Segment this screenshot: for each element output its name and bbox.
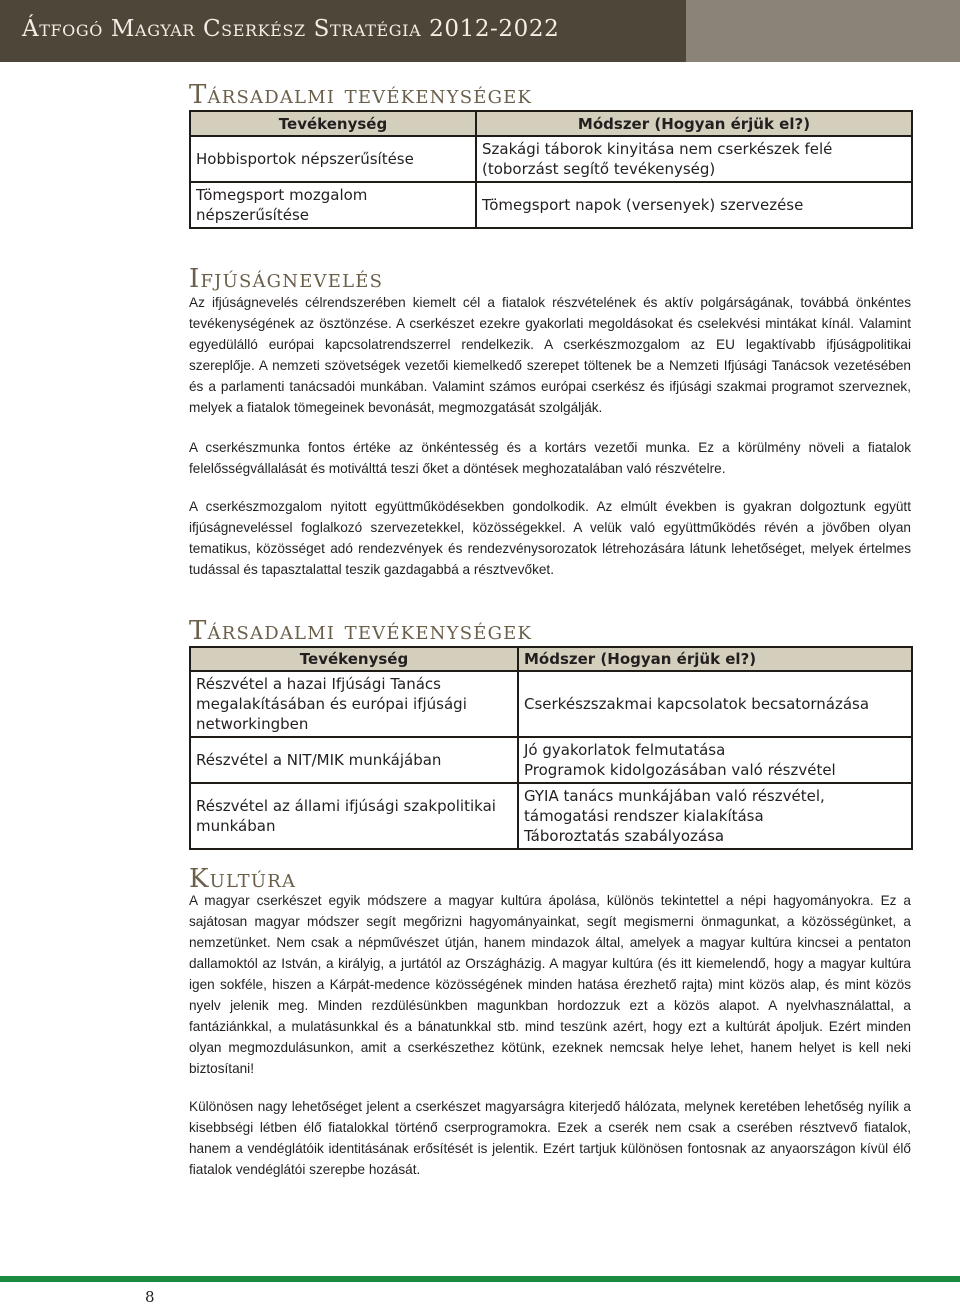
table-row — [190, 671, 912, 737]
activity-cell: Részvétel a NIT/MIK munkájában — [190, 737, 518, 783]
activity-cell: Részvétel az állami ifjúsági szakpolitikai munkában — [190, 783, 518, 849]
section-title-youth-education: Ifjúságnevelés — [189, 264, 384, 294]
column-header-method: Módszer (Hogyan érjük el?) — [518, 647, 912, 671]
section-title-culture: Kultúra — [189, 864, 297, 894]
activity-cell: Részvétel a hazai Ifjúsági Tanács megalakításában és európai ifjúsági networkingben — [190, 671, 518, 737]
table-row — [190, 136, 912, 182]
method-line: Cserkészszakmai kapcsolatok becsatornázása — [524, 695, 870, 713]
paragraph: Az ifjúságnevelés célrendszerében kiemelt cél a fiatalok részvételének és aktív polgárságának, továbbá önkéntes tevékenységének az ösztönzése. A cserkészet ezekre gyakorlati megoldásokat és cselekvési mintákat kínál. Valamint egyedülálló európai kapcsolatrendszerrel rendelkezik. A cserkészmozgalom az EU legaktívabb ifjúságpolitikai szereplője. A nemzeti szövetségek vezetői kiemelkedő szerepet töltenek be a Nemzeti Ifjúsági Tanácsok vezetésében és a parlamenti tanácsadói munkában. Valamint számos európai cserkész és ifjúsági szakmai programot szerveznek, melyek a fiatalok tömegeinek bevonását, megmozgatását szolgálják. — [189, 295, 911, 415]
table-row — [190, 737, 912, 783]
method-line: GYIA tanács munkájában való részvétel, támogatási rendszer kialakítása — [524, 787, 825, 825]
paragraph: A cserkészmozgalom nyitott együttműködésekben gondolkodik. Az elmúlt években is gyakran dolgoztunk együtt ifjúságneveléssel foglalkozó szervezetekkel, közösségekkel. A velük való együttműködés révén a jövőben olyan tematikus, közösséget adó rendezvények és rendezvénysorozatok létrehozására látunk lehetőséget, melyek értelmes tudással és tapasztalattal teszik gazdagabbá a résztvevőket. — [189, 499, 911, 577]
table-row — [190, 783, 912, 849]
column-header-activity: Tevékenység — [190, 111, 476, 136]
method-cell — [518, 737, 912, 783]
header-accent-block — [686, 0, 960, 62]
activity-cell: Hobbisportok népszerűsítése — [190, 136, 476, 182]
document-title: Átfogó Magyar Cserkész Stratégia 2012-2022 — [22, 16, 560, 42]
section-title-social-activities-2: Társadalmi tevékenységek — [189, 616, 533, 646]
table-header-row — [190, 111, 912, 136]
activity-cell: Tömegsport mozgalom népszerűsítése — [190, 182, 476, 228]
column-header-activity: Tevékenység — [190, 647, 518, 671]
method-cell — [518, 783, 912, 849]
paragraph: Különösen nagy lehetőséget jelent a cserkészet magyarságra kiterjedő hálózata, melynek keretében lehetőség nyílik a kisebbségi létben élő fiatalokkal történő cserprogramokra. Ezek a cserék nem csak a cserében résztvevő fiatalok, hanem a vendéglátóik identitásának erősítését is jelentik. Ezért tartjuk különösen fontosnak az anyaországon kívül élő fiatalok vendéglátói szerepbe hozását. — [189, 1099, 911, 1177]
column-header-method: Módszer (Hogyan érjük el?) — [476, 111, 912, 136]
method-line: Programok kidolgozásában való részvétel — [524, 761, 836, 779]
section-title-social-activities: Társadalmi tevékenységek — [189, 80, 533, 110]
method-line: Jó gyakorlatok felmutatása — [524, 741, 726, 759]
table-row — [190, 182, 912, 228]
footer-divider — [0, 1276, 960, 1282]
page-header — [0, 0, 960, 62]
method-cell: Szakági táborok kinyitása nem cserkészek felé (toborzást segítő tevékenység) — [476, 136, 912, 182]
method-cell: Tömegsport napok (versenyek) szervezése — [476, 182, 912, 228]
paragraph: A cserkészmunka fontos értéke az önkéntesség és a kortárs vezetői munka. Ez a körülmény növeli a fiatalok felelősségvállalását és motiválttá teszi őket a döntések meghozatalában való részvételre. — [189, 440, 911, 476]
table-header-row — [190, 647, 912, 671]
method-line: Táboroztatás szabályozása — [524, 827, 725, 845]
youth-activities-table — [189, 646, 913, 850]
paragraph: A magyar cserkészet egyik módszere a magyar kultúra ápolása, különös tekintettel a népi hagyományokra. Ez a sajátosan magyar módszer segít megőrizni hagyományainkat, segít megismerni önmagunkat, a közösségünket, a nemzetünket. Nem csak a népművészet útján, hanem mindazok által, amelyek a magyar kultúra kincsei a pentaton dallamoktól az István, a királyig, a jurtától az Országházig. A magyar kultúra (és itt kiemelendő, hogy a magyar kultúra igen sokféle, hiszen a Kárpát-medence közösségének minden hatása érezhető rajta) mint közös alap, és mint közös nyelv jelenik meg. Minden rezdülésünkben magunkban hordozzuk ezt a közös alapot. A nyelvhasználattal, a fantáziánkkal, a mulatásunkkal és a bánatunkkal stb. mind teszünk azért, hogy ezt a kultúrát ápoljuk. Ezért minden olyan megmozdulásunkon, amit a cserkészethez kötünk, ezeknek nemcsak helye lehet, hanem helyet is kell neki biztosítani! — [189, 893, 911, 1076]
page-number: 8 — [145, 1288, 155, 1306]
method-cell — [518, 671, 912, 737]
social-activities-table — [189, 110, 913, 229]
